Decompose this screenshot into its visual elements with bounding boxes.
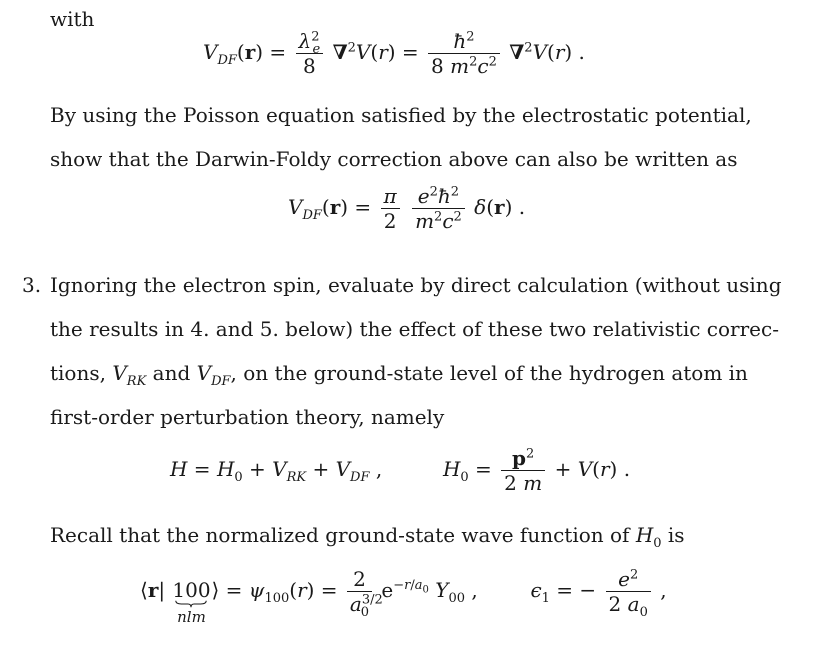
underbrace-label: nlm — [177, 608, 206, 626]
item-3-line3-c: , on the ground-state level of the hydrogen atom in — [230, 361, 748, 385]
item-3-line2: the results in 4. and 5. below) the effect of these two relativistic correc- — [50, 317, 779, 341]
equation-ground-state: ⟨r| 100 nlm ⟩ = $\psi_{100}(r)$ = $\frac{2}{a^{3/2}_0}$ $e^{-r/a_0}$ $Y_{00}$ , $\epsilon_1$ = − $\frac{e^2}{2 a_0}$ , — [140, 567, 667, 626]
underbrace-100: 100 nlm — [172, 578, 211, 626]
symbol-h0: $H_0$ — [635, 523, 662, 551]
paragraph-poisson-line2: show that the Darwin-Foldy correction above can also be written as — [50, 147, 738, 171]
paragraph-recall-end: is — [667, 523, 685, 547]
paragraph-poisson-line1: By using the Poisson equation satisfied by the electrostatic potential, — [50, 103, 752, 127]
item-3-line3-b: and — [152, 361, 191, 385]
item-3-line3 — [50, 361, 748, 394]
symbol-v-df: $V_{DF}$ — [196, 361, 231, 389]
item-3-line1: Ignoring the electron spin, evaluate by direct calculation (without using — [50, 273, 782, 297]
item-3-line4: first-order perturbation theory, namely — [50, 405, 445, 429]
paragraph-recall-text: Recall that the normalized ground-state wave function of — [50, 523, 630, 547]
item-3-number: 3. — [22, 273, 42, 297]
paragraph-with: with — [50, 7, 95, 31]
item-3-line3-a: tions, — [50, 361, 106, 385]
equation-hamiltonian: $H = H_0 + V_{RK} + V_{DF}$ , $H_0$ = $\frac{p^2}{2 m}$ + V(r) . — [170, 446, 631, 495]
equation-darwin-foldy-2: $V_{DF}(r)$ = $\frac{\pi}{2}$ $\frac{e^2ħ^2}{m^2c^2}$ δ(r) . — [288, 184, 526, 233]
symbol-v-rk: $V_{RK}$ — [112, 361, 147, 389]
paragraph-recall — [50, 523, 685, 556]
equation-darwin-foldy-1: $V_{DF}(r)$ = $\frac{\lambda^2_e}{8}$ ∇$^2$V(r) = $\frac{ħ^2}{8 m^2c^2}$ ∇$^2$V(r) . — [203, 29, 585, 78]
